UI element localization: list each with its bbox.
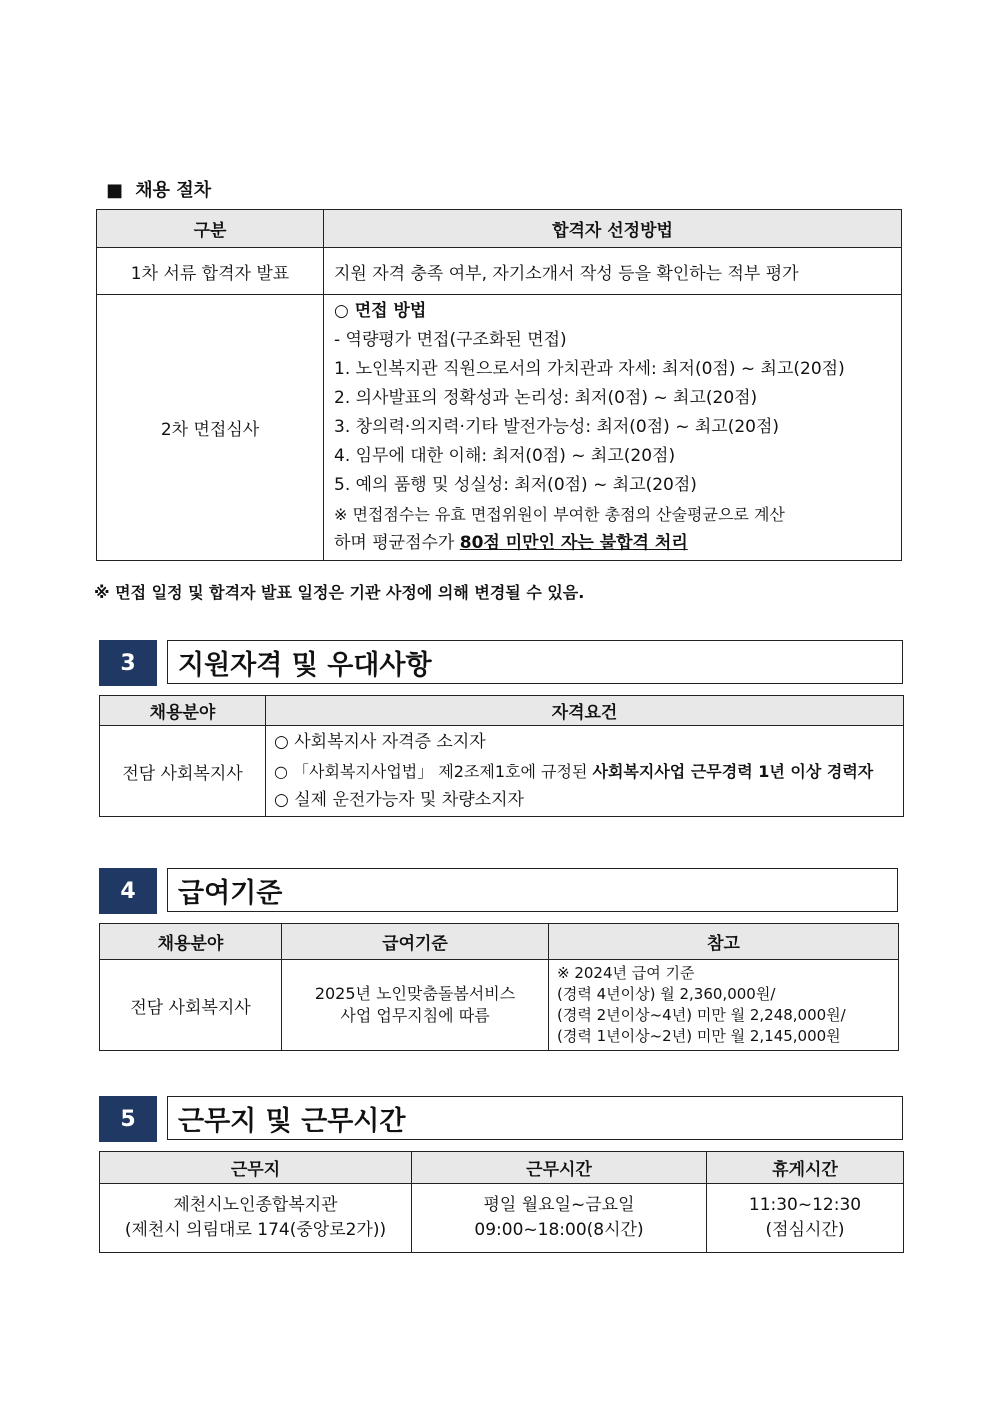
workplace-hours — [412, 1184, 707, 1253]
section-4-header — [99, 868, 898, 914]
requirement-emphasis: 사회복지사업 근무경력 1년 이상 경력자 — [592, 761, 874, 781]
interview-method-title: ○ 면접 방법 — [334, 301, 427, 321]
procedure-heading — [106, 176, 211, 202]
fail-criteria: 80점 미만인 자는 불합격 처리 — [459, 533, 688, 553]
section-title: 급여기준 — [167, 868, 898, 912]
requirement-item: ○ 실제 운전가능자 및 차량소지자 — [274, 789, 524, 810]
section-5-header — [99, 1096, 903, 1142]
salary-header-standard: 급여기준 — [282, 924, 549, 960]
workplace-header-hours: 근무시간 — [412, 1152, 707, 1184]
salary-header-note: 참고 — [549, 924, 899, 960]
section-number-badge: 4 — [99, 868, 157, 914]
break-time: 11:30~12:30 — [748, 1195, 862, 1215]
salary-standard-line: 2025년 노인맞춤돌봄서비스 — [314, 984, 516, 1003]
procedure-table — [96, 209, 902, 561]
schedule-footnote: ※ 면접 일정 및 합격자 발표 일정은 기관 사정에 의해 변경될 수 있음. — [94, 583, 585, 602]
requirement-item: ○ 사회복지사 자격증 소지자 — [274, 731, 486, 752]
interview-note-prefix: 하며 평균점수가 — [334, 533, 460, 553]
section-title: 근무지 및 근무시간 — [167, 1096, 903, 1140]
section-3-header — [99, 640, 903, 686]
break-label: (점심시간) — [765, 1220, 845, 1240]
stage-1-method: 지원 자격 충족 여부, 자기소개서 작성 등을 확인하는 적부 평가 — [324, 248, 902, 295]
square-bullet-icon: ■ — [106, 180, 124, 201]
interview-note-cont — [334, 529, 893, 558]
procedure-header-stage: 구분 — [97, 210, 324, 248]
salary-field: 전담 사회복지사 — [100, 960, 282, 1051]
workplace-break — [707, 1184, 904, 1253]
qualification-table — [99, 695, 904, 817]
qualification-header-field: 채용분야 — [100, 696, 266, 726]
section-title: 지원자격 및 우대사항 — [167, 640, 903, 684]
qualification-header-req: 자격요건 — [266, 696, 904, 726]
interview-line: 1. 노인복지관 직원으로서의 가치관과 자세: 최저(0점) ~ 최고(20점) — [334, 359, 845, 379]
section-number-badge: 3 — [99, 640, 157, 686]
requirement-item — [274, 757, 903, 786]
salary-standard — [282, 960, 549, 1051]
qualification-requirements — [266, 726, 904, 817]
salary-note-line: (경력 1년이상~2년) 미만 월 2,145,000원 — [557, 1027, 841, 1045]
workplace-table — [99, 1151, 904, 1253]
workplace-name: 제천시노인종합복지관 — [173, 1195, 338, 1215]
salary-notes — [549, 960, 899, 1051]
procedure-heading-text: 채용 절차 — [135, 180, 212, 201]
requirement-prefix: ○ 「사회복지사업법」 제2조제1호에 규정된 — [274, 761, 593, 781]
workplace-header-break: 휴게시간 — [707, 1152, 904, 1184]
salary-note-line: ※ 2024년 급여 기준 — [557, 964, 695, 982]
interview-line: 5. 예의 품행 및 성실성: 최저(0점) ~ 최고(20점) — [334, 475, 697, 495]
qualification-field: 전담 사회복지사 — [100, 726, 266, 817]
salary-note-line: (경력 4년이상) 월 2,360,000원/ — [557, 985, 776, 1003]
section-number-badge: 5 — [99, 1096, 157, 1142]
workplace-header-place: 근무지 — [100, 1152, 412, 1184]
salary-header-field: 채용분야 — [100, 924, 282, 960]
stage-2-label: 2차 면접심사 — [97, 295, 324, 561]
interview-line: 3. 창의력·의지력·기타 발전가능성: 최저(0점) ~ 최고(20점) — [334, 417, 780, 437]
interview-note: ※ 면접점수는 유효 면접위원이 부여한 총점의 산술평균으로 계산 — [334, 505, 785, 524]
procedure-header-method: 합격자 선정방법 — [324, 210, 902, 248]
work-hours: 09:00~18:00(8시간) — [474, 1220, 644, 1240]
interview-line: 2. 의사발표의 정확성과 논리성: 최저(0점) ~ 최고(20점) — [334, 388, 758, 408]
interview-line: - 역량평가 면접(구조화된 면접) — [334, 330, 567, 350]
salary-table — [99, 923, 899, 1051]
salary-note-line: (경력 2년이상~4년) 미만 월 2,248,000원/ — [557, 1006, 846, 1024]
work-days: 평일 월요일~금요일 — [483, 1195, 635, 1215]
stage-1-label: 1차 서류 합격자 발표 — [97, 248, 324, 295]
workplace-address: (제천시 의림대로 174(중앙로2가)) — [124, 1220, 387, 1240]
workplace-place — [100, 1184, 412, 1253]
stage-2-method — [324, 295, 902, 561]
interview-line: 4. 임무에 대한 이해: 최저(0점) ~ 최고(20점) — [334, 446, 676, 466]
salary-standard-line: 사업 업무지침에 따름 — [340, 1006, 490, 1025]
